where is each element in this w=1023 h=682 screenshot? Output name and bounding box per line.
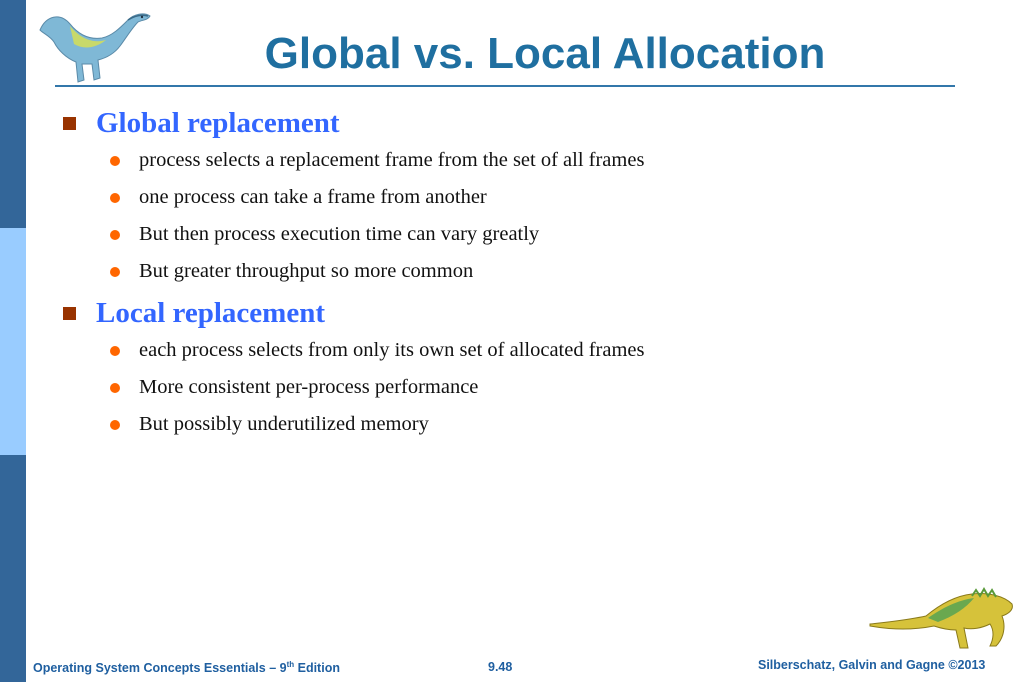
dinosaur-icon — [868, 586, 1016, 654]
section-global-replacement — [60, 104, 960, 290]
list-item — [60, 253, 960, 290]
dot-bullet-icon — [110, 383, 120, 393]
square-bullet-icon — [63, 117, 76, 130]
list-item-text: But then process execution time can vary greatly — [139, 223, 540, 245]
list-item-text: More consistent per-process performance — [139, 376, 479, 398]
list-item — [60, 216, 960, 253]
bullet-list — [60, 142, 960, 290]
square-bullet-icon — [63, 307, 76, 320]
dinosaur-icon — [36, 8, 156, 86]
dot-bullet-icon — [110, 346, 120, 356]
list-item-text: But possibly underutilized memory — [139, 413, 429, 435]
list-item — [60, 369, 960, 406]
footer-book-title-suffix: Edition — [294, 661, 340, 676]
footer-book-title — [33, 660, 340, 675]
list-item-text: one process can take a frame from another — [139, 186, 487, 208]
title-divider — [55, 85, 955, 87]
footer-copyright: Silberschatz, Galvin and Gagne ©2013 — [758, 658, 986, 672]
dot-bullet-icon — [110, 156, 120, 166]
dot-bullet-icon — [110, 267, 120, 277]
section-local-replacement — [60, 294, 960, 443]
dot-bullet-icon — [110, 230, 120, 240]
dot-bullet-icon — [110, 193, 120, 203]
section-heading — [60, 104, 960, 142]
section-heading — [60, 294, 960, 332]
dot-bullet-icon — [110, 420, 120, 430]
list-item — [60, 332, 960, 369]
sidebar-segment-middle — [0, 228, 26, 455]
sidebar-segment-top — [0, 0, 26, 228]
footer-book-title-prefix: Operating System Concepts Essentials – 9 — [33, 661, 287, 676]
list-item — [60, 142, 960, 179]
footer-book-title-sup: th — [286, 660, 295, 669]
list-item — [60, 406, 960, 443]
section-title: Global replacement — [96, 106, 340, 139]
footer-page-number: 9.48 — [488, 660, 513, 674]
list-item-text: each process selects from only its own set of allocated frames — [139, 339, 645, 361]
slide-title: Global vs. Local Allocation — [264, 29, 826, 78]
list-item-text: But greater throughput so more common — [139, 260, 474, 282]
list-item — [60, 179, 960, 216]
list-item-text: process selects a replacement frame from the set of all frames — [139, 149, 645, 171]
section-title: Local replacement — [96, 296, 325, 329]
sidebar-segment-bottom — [0, 455, 26, 682]
bullet-list — [60, 332, 960, 443]
slide-content — [60, 104, 960, 443]
